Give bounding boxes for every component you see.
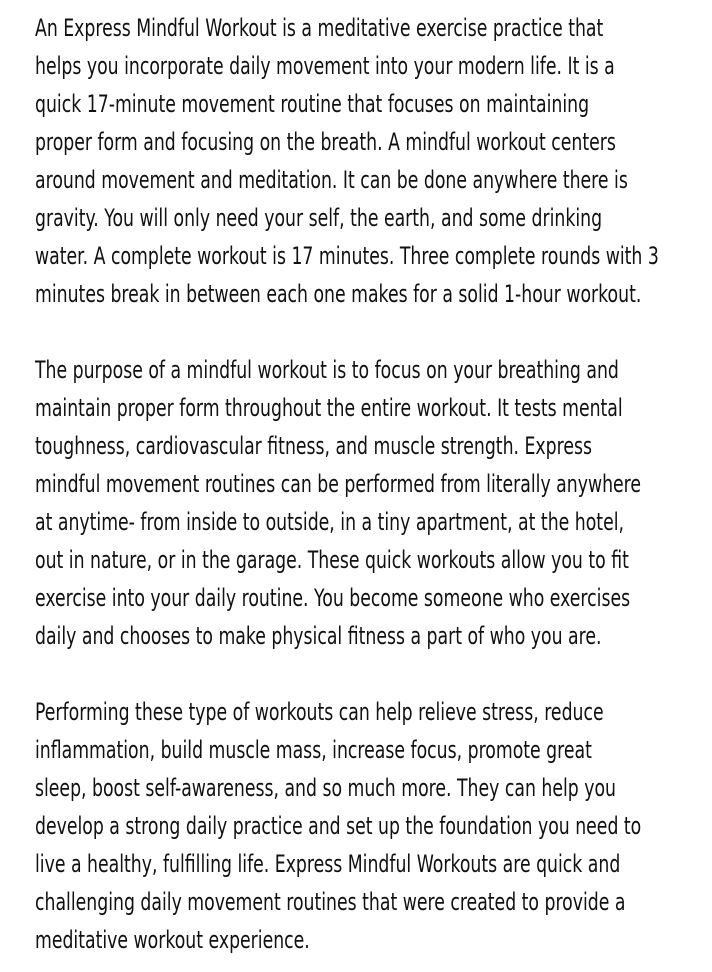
text-line: meditative workout experience.: [35, 926, 310, 954]
text-line: proper form and focusing on the breath. A mindful workout centers: [35, 128, 616, 156]
paragraph-intro: [35, 9, 707, 313]
text-line: helps you incorporate daily movement into your modern life. It is a: [35, 52, 615, 80]
text-line: at anytime- from inside to outside, in a tiny apartment, at the hotel,: [35, 508, 624, 536]
text-line: live a healthy, fulfilling life. Express Mindful Workouts are quick and: [35, 850, 621, 878]
text-line: mindful movement routines can be performed from literally anywhere: [35, 470, 642, 498]
paragraph-benefits: [35, 693, 707, 959]
text-line: water. A complete workout is 17 minutes. Three complete rounds with 3: [35, 242, 659, 270]
text-line: around movement and meditation. It can be done anywhere there is: [35, 166, 628, 194]
text-line: challenging daily movement routines that were created to provide a: [35, 888, 626, 916]
text-line: develop a strong daily practice and set up the foundation you need to: [35, 812, 642, 840]
article-body: [35, 9, 707, 959]
text-line: gravity. You will only need your self, the earth, and some drinking: [35, 204, 603, 232]
text-line: An Express Mindful Workout is a meditative exercise practice that: [35, 14, 604, 42]
text-line: The purpose of a mindful workout is to focus on your breathing and: [35, 356, 619, 384]
text-line: maintain proper form throughout the entire workout. It tests mental: [35, 394, 623, 422]
text-line: Performing these type of workouts can help relieve stress, reduce: [35, 698, 604, 726]
text-line: quick 17-minute movement routine that focuses on maintaining: [35, 90, 590, 118]
text-line: minutes break in between each one makes for a solid 1-hour workout.: [35, 280, 642, 308]
text-line: out in nature, or in the garage. These quick workouts allow you to fit: [35, 546, 629, 574]
text-line: inflammation, build muscle mass, increase focus, promote great: [35, 736, 592, 764]
paragraph-spacer: [35, 313, 707, 351]
text-line: toughness, cardiovascular fitness, and muscle strength. Express: [35, 432, 592, 460]
paragraph-purpose: [35, 351, 707, 655]
paragraph-spacer: [35, 655, 707, 693]
text-line: exercise into your daily routine. You become someone who exercises: [35, 584, 631, 612]
text-line: daily and chooses to make physical fitness a part of who you are.: [35, 622, 602, 650]
text-line: sleep, boost self-awareness, and so much more. They can help you: [35, 774, 616, 802]
